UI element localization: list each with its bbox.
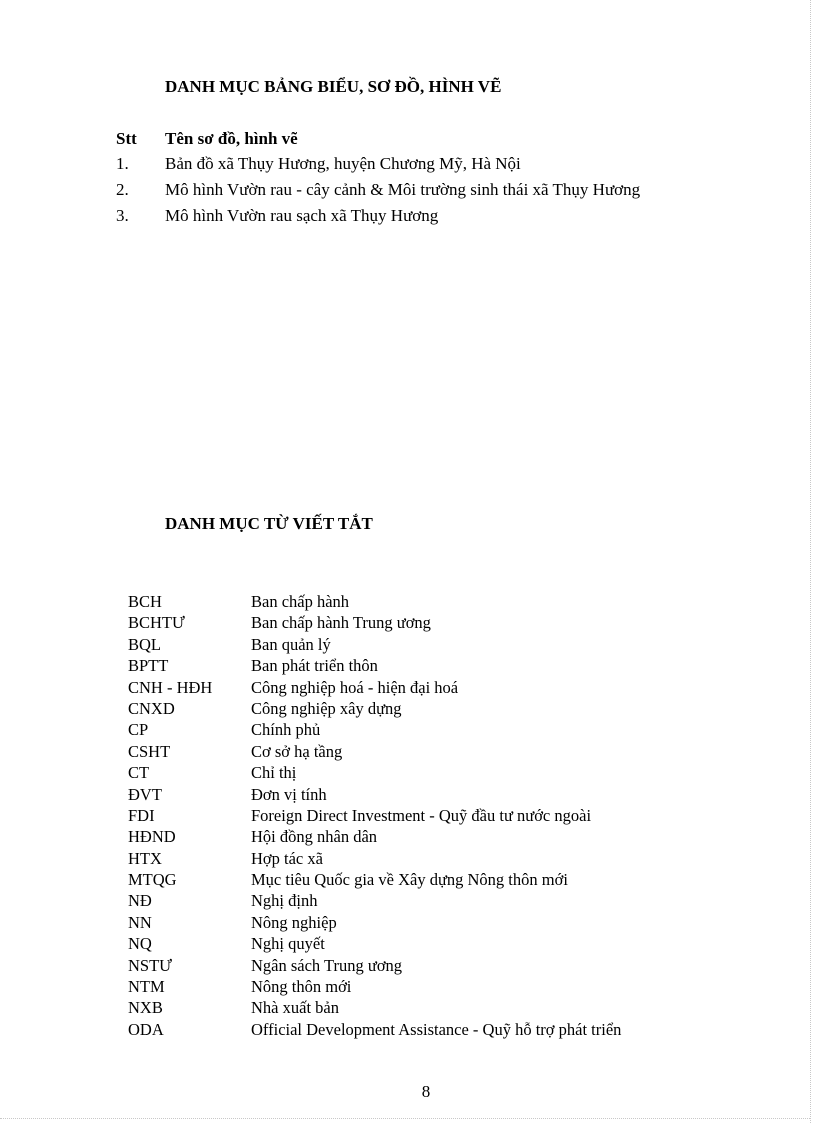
abbreviation-code: BPTT [128,656,169,676]
figure-number: 2. [116,180,129,199]
abbreviation-code: NĐ [128,891,152,911]
abbreviation-code: CNXD [128,698,175,718]
figure-title: Mô hình Vườn rau sạch xã Thụy Hương [165,206,439,225]
abbreviation-code: MTQG [128,870,177,890]
abbreviation-meaning: Nông nghiệp [251,912,337,932]
abbreviation-row [0,785,760,806]
abbreviation-code: NXB [128,998,163,1018]
abbreviation-row [0,699,760,720]
abbreviation-code: CSHT [128,741,171,761]
abbreviation-row [0,635,760,656]
abbreviation-code: HTX [128,848,162,868]
abbreviation-row [0,849,760,870]
abbreviation-row [0,613,760,634]
abbreviation-code: FDI [128,805,155,825]
abbreviation-code: CT [128,763,150,783]
abbreviation-meaning: Ban chấp hành [251,592,350,611]
abbreviation-meaning: Ngân sách Trung ương [251,955,403,975]
abbreviation-code: NSTƯ [128,955,172,975]
abbreviation-meaning: Ban chấp hành Trung ương [251,613,431,633]
abbreviation-meaning: Công nghiệp xây dựng [251,698,402,718]
abbreviation-meaning: Chính phủ [251,720,321,740]
page-bottom-border [0,1118,810,1119]
figure-title: Mô hình Vườn rau - cây cảnh & Môi trường sinh thái xã Thụy Hương [165,180,641,199]
abbreviation-row [0,720,760,741]
figure-number: 1. [116,154,129,173]
abbreviation-meaning: Nông thôn mới [251,977,352,997]
figure-list-item [0,206,760,230]
abbreviation-meaning: Hội đồng nhân dân [251,827,378,847]
abbreviation-row [0,913,760,934]
abbreviation-meaning: Official Development Assistance - Quỹ hỗ trợ phát triển [251,1019,622,1039]
abbreviation-row [0,977,760,998]
abbreviation-meaning: Đơn vị tính [251,784,327,804]
abbreviations-heading: DANH MỤC TỪ VIẾT TẮT [165,514,373,533]
abbreviation-row [0,678,760,699]
abbreviation-meaning: Công nghiệp hoá - hiện đại hoá [251,677,459,697]
abbreviation-meaning: Nghị định [251,891,318,911]
abbreviation-meaning: Foreign Direct Investment - Quỹ đầu tư nước ngoài [251,805,592,825]
abbreviation-row [0,1020,760,1041]
abbreviation-row [0,806,760,827]
abbreviation-row [0,763,760,784]
abbreviation-row [0,870,760,891]
abbreviation-code: CNH - HĐH [128,677,213,697]
page-right-border [810,0,811,1123]
abbreviation-meaning: Nghị quyết [251,934,325,954]
abbreviation-meaning: Nhà xuất bản [251,998,339,1018]
abbreviation-meaning: Mục tiêu Quốc gia về Xây dựng Nông thôn mới [251,870,568,890]
abbreviation-row [0,956,760,977]
abbreviation-code: HĐND [128,827,176,847]
abbreviation-row [0,656,760,677]
abbreviation-code: NTM [128,977,165,997]
abbreviation-row [0,592,760,613]
abbreviation-meaning: Hợp tác xã [251,848,323,868]
abbreviation-code: NQ [128,934,152,954]
abbreviation-code: ODA [128,1019,164,1039]
figures-list-heading: DANH MỤC BẢNG BIỂU, SƠ ĐỒ, HÌNH VẼ [165,77,502,96]
abbreviation-meaning: Cơ sở hạ tầng [251,741,343,761]
page-number: 8 [421,1082,431,1101]
abbreviation-code: CP [128,720,149,740]
abbreviation-meaning: Ban phát triển thôn [251,656,378,676]
abbreviation-row [0,934,760,955]
figures-column-title: Tên sơ đồ, hình vẽ [165,129,298,148]
abbreviation-meaning: Ban quản lý [251,634,331,654]
abbreviation-row [0,891,760,912]
figure-list-item [0,180,760,204]
abbreviation-row [0,742,760,763]
abbreviation-code: BCH [128,592,162,611]
abbreviation-row [0,998,760,1019]
abbreviation-meaning: Chỉ thị [251,763,297,783]
figures-column-stt: Stt [116,129,137,148]
figure-number: 3. [116,206,129,225]
abbreviation-code: NN [128,912,152,932]
figure-list-item [0,154,760,178]
abbreviation-code: BCHTƯ [128,613,185,633]
abbreviation-row [0,827,760,848]
abbreviation-code: ĐVT [128,784,162,804]
abbreviation-code: BQL [128,634,161,654]
figure-title: Bản đồ xã Thụy Hương, huyện Chương Mỹ, Hà Nội [165,154,521,173]
abbreviations-list [0,592,760,1041]
